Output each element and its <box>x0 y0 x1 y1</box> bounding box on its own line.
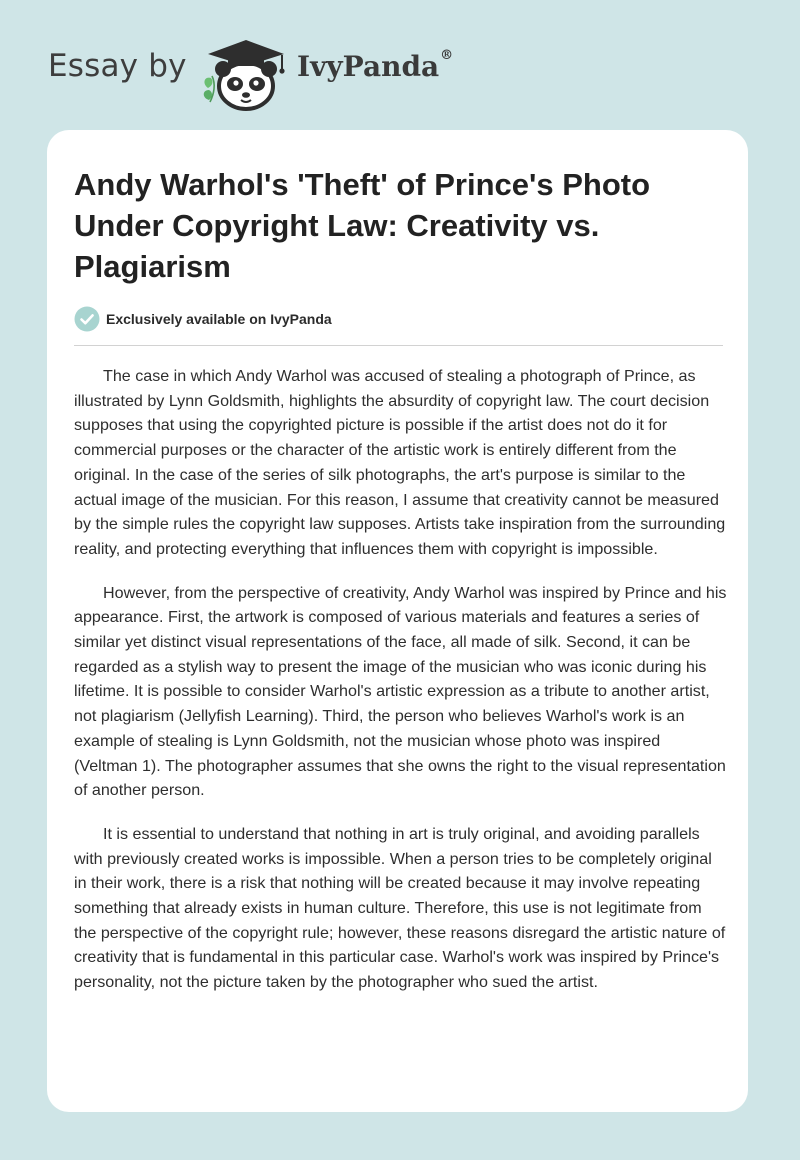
brand-name-text: IvyPanda <box>297 50 440 83</box>
check-circle-icon <box>74 306 100 332</box>
essay-title: Andy Warhol's 'Theft' of Prince's Photo Under Copyright Law: Creativity vs. Plagiarism <box>74 167 651 284</box>
panda-graduate-icon[interactable] <box>198 36 294 112</box>
registered-mark: ® <box>440 48 454 63</box>
brand-prefix: Essay by <box>48 48 187 84</box>
availability-badge <box>74 306 332 332</box>
essay-body <box>74 364 727 1014</box>
essay-card <box>47 130 748 1112</box>
divider <box>74 345 723 346</box>
brand-name[interactable] <box>297 50 453 83</box>
paragraph: The case in which Andy Warhol was accused of stealing a photograph of Prince, as illustrated by Lynn Goldsmith, highlights the absurdity of copyright law. The court decision supposes that using the copyrighted picture is possible if the artist does not do it for commercial purposes or the character of the artistic work is entirely different from the original. In the case of the series of silk photographs, the art's purpose is similar to the actual image of the musician. For this reason, I assume that creativity cannot be measured by the simple rules the copyright law supposes. Artists take inspiration from the surrounding reality, and protecting everything that influences them with copyright is impossible. <box>74 367 726 558</box>
site-header <box>0 0 800 130</box>
paragraph: However, from the perspective of creativity, Andy Warhol was inspired by Prince and his appearance. First, the artwork is composed of various materials and features a series of similar yet distinct visual representations of the face, all made of silk. Second, it can be regarded as a stylish way to present the image of the musician who was iconic during his lifetime. It is possible to consider Warhol's artistic expression as a tribute to another artist, not plagiarism (Jellyfish Learning). Third, the person who believes Warhol's work is an example of stealing is Lynn Goldsmith, not the musician whose photo was inspired (Veltman 1). The photographer assumes that she owns the right to the visual representation of another person. <box>74 583 727 800</box>
paragraph: It is essential to understand that nothing in art is truly original, and avoiding parallels with previously created works is impossible. When a person tries to be completely original in their work, there is a risk that nothing will be created because it may involve repeating something that already exists in human culture. Therefore, this use is not legitimate from the perspective of the copyright rule; however, these reasons disregard the artistic nature of creativity that is fundamental in this particular case. Warhol's work was inspired by Prince's personality, not the picture taken by the photographer who sued the artist. <box>74 824 726 992</box>
badge-label: Exclusively available on IvyPanda <box>106 311 332 327</box>
